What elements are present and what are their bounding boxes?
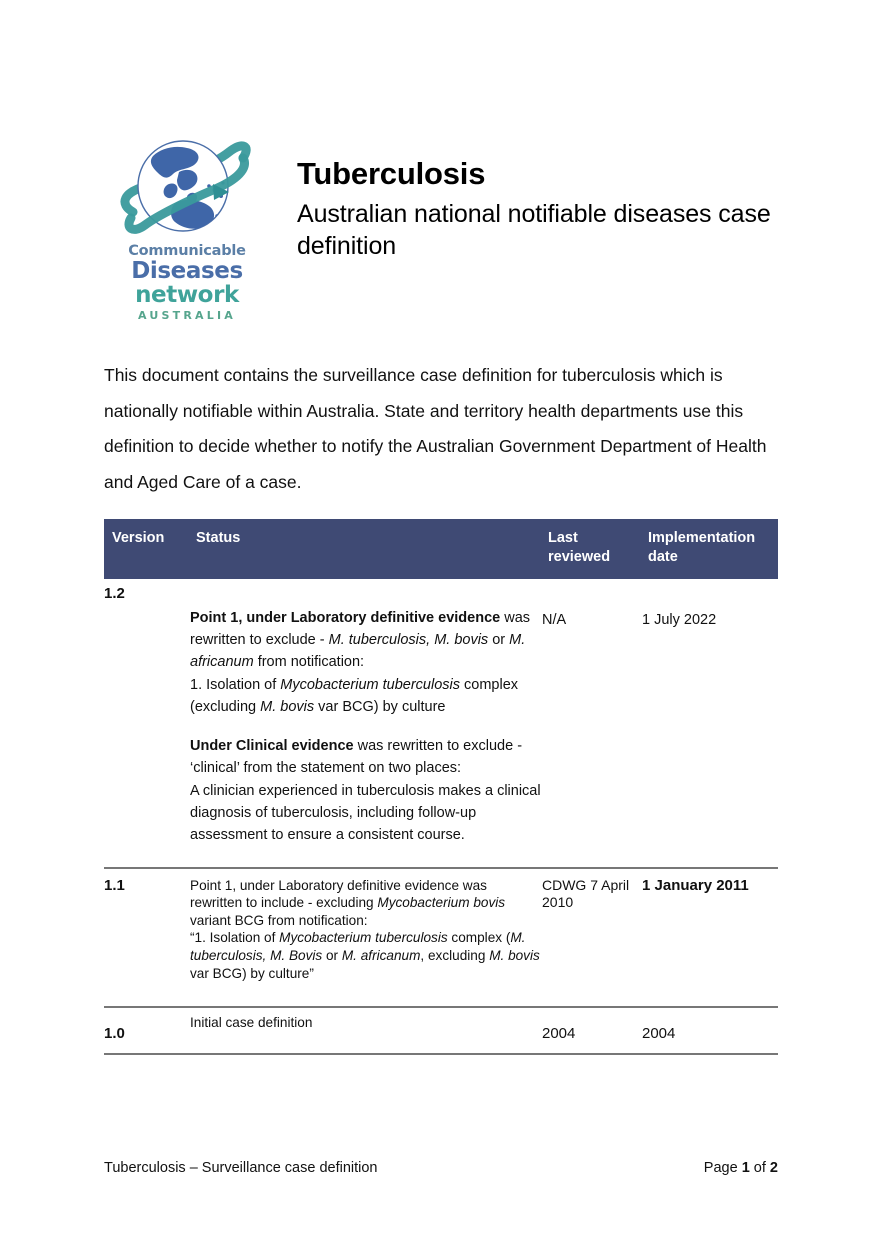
cell-status: [190, 868, 542, 1008]
footer-page-total: 2: [769, 1160, 778, 1176]
table-header-row: [104, 519, 778, 579]
cell-last-reviewed: N/A: [542, 579, 642, 868]
table-row: [104, 579, 778, 868]
column-header-implementation-date: Implementation date: [642, 519, 778, 579]
status-paragraph: Under Clinical evidence was rewritten to exclude - ‘clinical’ from the statement on two places: A clinician experienced in tuberculosis makes a clinical diagnosis of tuberculosis, including follow-up assessment to ensure a consistent course.: [190, 738, 541, 844]
footer-document-name: Tuberculosis – Surveillance case definition: [104, 1160, 378, 1176]
logo-line-australia: AUSTRALIA: [138, 308, 236, 322]
page-subtitle: Australian national notifiable diseases case definition: [297, 199, 771, 260]
table-row: [104, 1007, 778, 1054]
page-title: Tuberculosis: [297, 156, 486, 191]
cell-version: 1.1: [104, 868, 190, 1008]
table-row: [104, 868, 778, 1008]
logo-line-communicable: Communicable: [128, 243, 246, 259]
cell-version: 1.2: [104, 579, 190, 868]
version-history-table: [104, 519, 778, 1055]
cell-implementation-date: 1 July 2022: [642, 579, 778, 868]
logo-line-diseases: Diseases: [131, 257, 243, 284]
cell-status: [190, 1007, 542, 1054]
footer-page-current: 1: [741, 1160, 750, 1176]
cdna-logo: [112, 128, 262, 321]
cell-last-reviewed: 2004: [542, 1007, 642, 1054]
cell-status: [190, 579, 542, 868]
footer-page-middle: of: [749, 1160, 770, 1176]
cell-last-reviewed: CDWG 7 April 2010: [542, 868, 642, 1008]
status-paragraph: Initial case definition: [190, 1015, 313, 1031]
cell-implementation-date: 2004: [642, 1007, 778, 1054]
cell-version: 1.0: [104, 1007, 190, 1054]
column-header-status: Status: [190, 519, 542, 579]
globe-orbit-icon: [117, 128, 257, 246]
cdna-wordmark: [112, 244, 262, 321]
intro-paragraph: This document contains the surveillance case definition for tuberculosis which is nationally notifiable within Australia. State and territory health departments use this definition to decide whether to notify the Australian Government Department of Health and Aged Care of a case.: [104, 365, 767, 492]
cell-implementation-date: 1 January 2011: [642, 868, 778, 1008]
status-paragraph: Point 1, under Laboratory definitive evidence was rewritten to exclude - M. tuberculosis, M. bovis or M. africanum from notification: 1. Isolation of Mycobacterium tuberculosis complex (excluding M. bovis var BCG) by culture: [190, 609, 531, 715]
column-header-version: Version: [104, 519, 190, 579]
page-footer: [104, 1160, 778, 1176]
logo-line-network: network: [135, 281, 239, 308]
document-masthead: [104, 128, 784, 338]
title-block: [297, 156, 777, 262]
table-body: [104, 579, 778, 1055]
column-header-last-reviewed: Last reviewed: [542, 519, 642, 579]
footer-page-number: [704, 1160, 778, 1176]
footer-page-prefix: Page: [703, 1160, 742, 1176]
status-paragraph: Point 1, under Laboratory definitive evidence was rewritten to include - excluding Mycobacterium bovis variant BCG from notification: “1. Isolation of Mycobacterium tuberculosis complex (M. tuberculosis, M. Bovis or M. africanum, excluding M. bovis var BCG) by culture”: [190, 877, 540, 981]
